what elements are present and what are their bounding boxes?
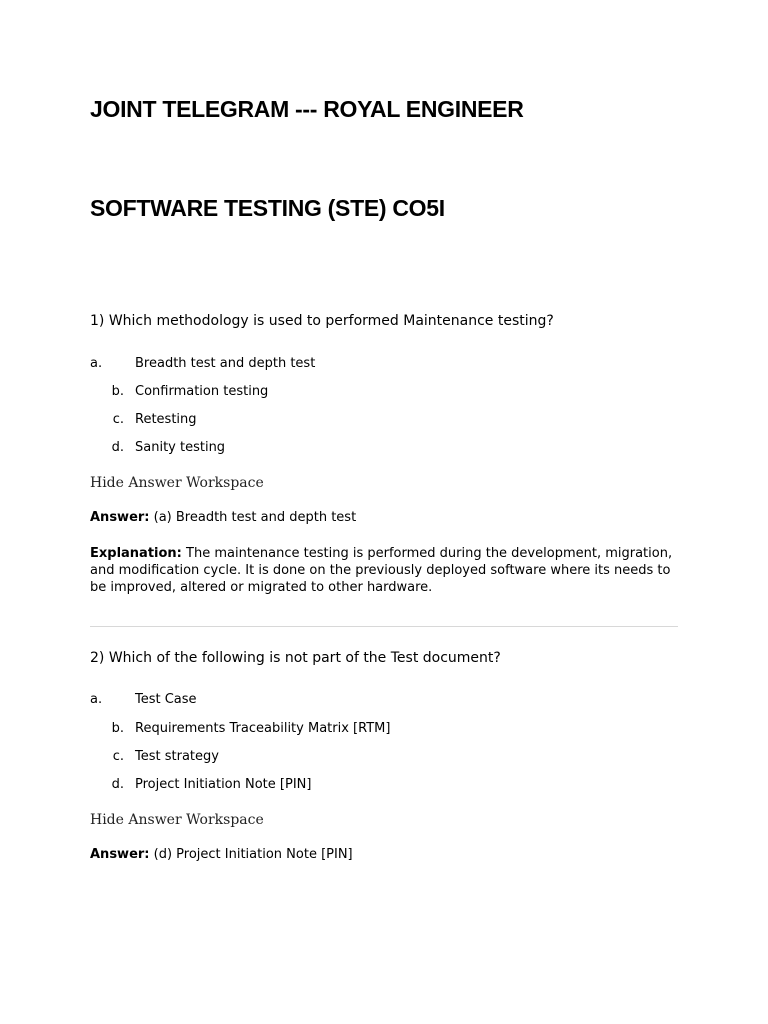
option-letter: d. [111,440,124,455]
option-letter: b. [111,721,124,736]
option-1d [90,439,690,457]
option-text: Sanity testing [135,440,226,455]
document-title: JOINT TELEGRAM --- ROYAL ENGINEER [90,96,524,122]
hide-answer-workspace-1[interactable]: Hide Answer Workspace [90,475,264,491]
option-letter: c. [112,412,124,427]
option-letter: a. [90,692,103,707]
option-text: Breadth test and depth test [135,356,316,371]
option-letter: c. [112,749,124,764]
option-text: Confirmation testing [135,384,269,399]
answer-2 [90,846,353,864]
option-1b [90,383,690,401]
option-1c [90,411,690,429]
option-text: Test strategy [135,749,219,764]
hide-answer-workspace-2[interactable]: Hide Answer Workspace [90,812,264,828]
option-2a [90,691,690,709]
option-2b [90,720,690,738]
explanation-text: The maintenance testing is performed during the development, migration, and modification cycle. It is done on the previously deployed software where its needs to be improved, altered or migrated to other hardware. [90,546,673,595]
section-divider [90,626,678,627]
option-letter: b. [111,384,124,399]
option-2c [90,748,690,766]
question-1: 1) Which methodology is used to performed Maintenance testing? [90,313,554,329]
answer-label: Answer: [90,510,150,525]
answer-1 [90,509,356,527]
answer-label: Answer: [90,847,150,862]
option-letter: a. [90,356,103,371]
answer-value: (a) Breadth test and depth test [153,510,357,525]
option-text: Project Initiation Note [PIN] [135,777,312,792]
explanation-1 [90,545,690,596]
option-text: Requirements Traceability Matrix [RTM] [135,721,391,736]
option-letter: d. [111,777,124,792]
option-text: Retesting [135,412,197,427]
question-2: 2) Which of the following is not part of the Test document? [90,650,501,666]
option-2d [90,776,690,794]
explanation-label: Explanation: [90,546,182,561]
answer-value: (d) Project Initiation Note [PIN] [153,847,353,862]
option-text: Test Case [135,692,197,707]
option-1a [90,355,690,373]
course-title: SOFTWARE TESTING (STE) CO5I [90,195,445,221]
